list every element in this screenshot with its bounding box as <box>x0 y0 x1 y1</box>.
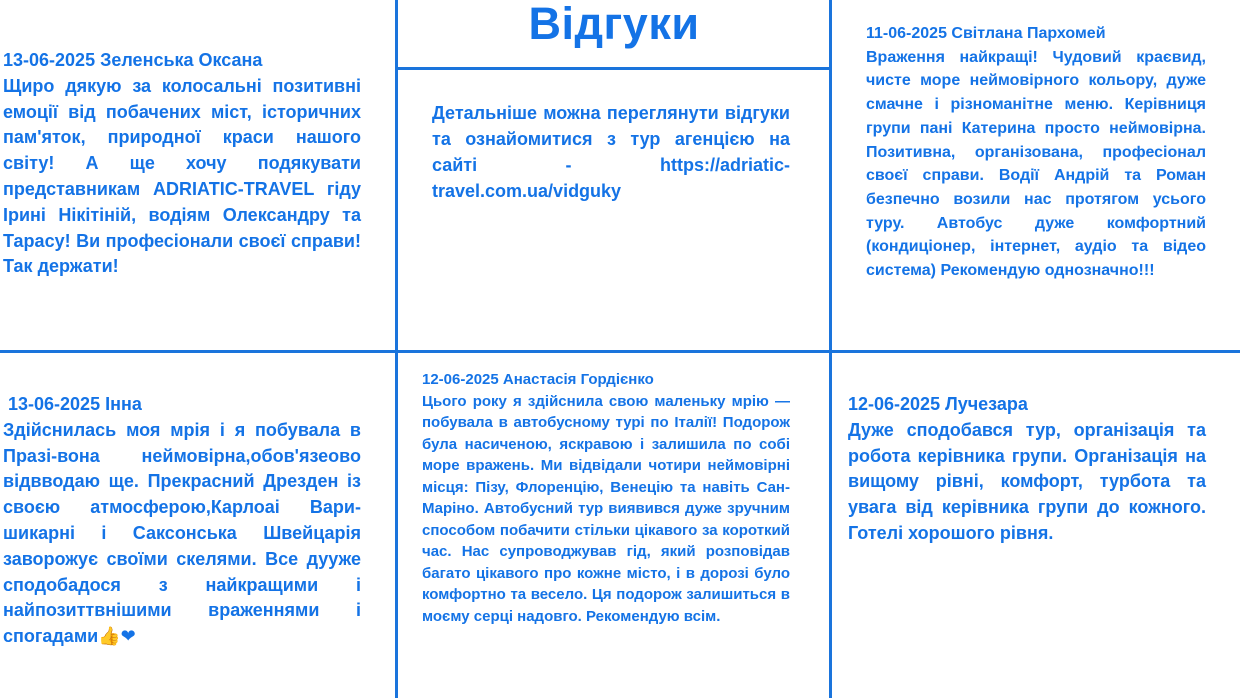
review-header: 13-06-2025 Інна <box>3 394 142 414</box>
divider-horizontal-middle <box>0 350 1240 353</box>
review-text: Цього року я здійснила свою маленьку мрію — побувала в автобусному турі по Італії! Подорож була насиченою, яскравою і залишила по собі море вражень. Ми відвідали чотири неймовірні місця: Пізу, Флоренцію, Венецію та навіть Сан-Маріно. Автобусний тур виявився дуже зручним способом побачити стільки цікавого за короткий час. Нас супроводжував гід, який розповідав багато цікавого про кожне місто, і в дорозі було комфортно та весело. Ця подорож залишиться в моєму серці надовго. Рекомендую всім. <box>422 392 790 625</box>
review-header: 12-06-2025 Анастасія Гордієнко <box>422 371 654 388</box>
review-card <box>3 392 361 650</box>
website-info-text <box>432 100 790 204</box>
divider-vertical-left <box>395 0 398 698</box>
review-text: Дуже сподобався тур, організація та робота керівника групи. Організація на вищому рівні, комфорт, турбота та увага від керівника групи до кожного. Готелі хорошого рівня. <box>848 419 1206 543</box>
review-card <box>3 48 361 280</box>
review-header: 12-06-2025 Лучезара <box>848 394 1028 414</box>
review-text: Враження найкращі! Чудовий краєвид, чисте море неймовірного кольору, дуже смачне і різноманітне меню. Керівниця групи пані Катерина просто неймовірна. Позитивна, організована, професіонал своєї справи. Водії Андрій та Роман безпечно возили нас протягом усього туру. Автобус дуже комфортний (кондиціонер, інтернет, аудіо та відео система) Рекомендую однозначно!!! <box>866 48 1206 280</box>
review-text-body: Здійснилась моя мрія і я побувала в Празі-вона неймовірна,обов'язеово відвводаю ще. Прекрасний Дрезден із своєю атмосферою,Карлоаі Вари- шикарні і Саксонська Швейцарія заворожує своїми скелями. Все дууже сподобадося з найкращими і найпозиттвнішими враженнями і спогадами <box>3 419 361 647</box>
review-header: 11-06-2025 Світлана Пархомей <box>866 25 1106 42</box>
review-card <box>866 22 1206 283</box>
divider-title-underline <box>395 67 832 70</box>
thumbs-up-heart-icon: 👍❤ <box>98 626 136 648</box>
review-header: 13-06-2025 Зеленська Оксана <box>3 50 263 70</box>
website-info-paragraph: Детальніше можна переглянути відгуки та ознайомитися з тур агенцією на сайті - https://adriatic-travel.com.ua/vidguky <box>432 103 790 201</box>
review-card <box>848 392 1206 547</box>
divider-vertical-right <box>829 0 832 698</box>
review-card <box>422 369 790 627</box>
page-title: Відгуки <box>528 0 700 49</box>
review-text: Щиро дякую за колосальні позитивні емоції від побачених міст, історичних пам'яток, природної краси нашого світу! А ще хочу подякувати представникам ADRIATIC-TRAVEL гіду Ірині Нікітіній, водіям Олександру та Тарасу! Ви професіонали своєї справи! Так держати! <box>3 75 361 277</box>
review-text <box>3 418 361 650</box>
